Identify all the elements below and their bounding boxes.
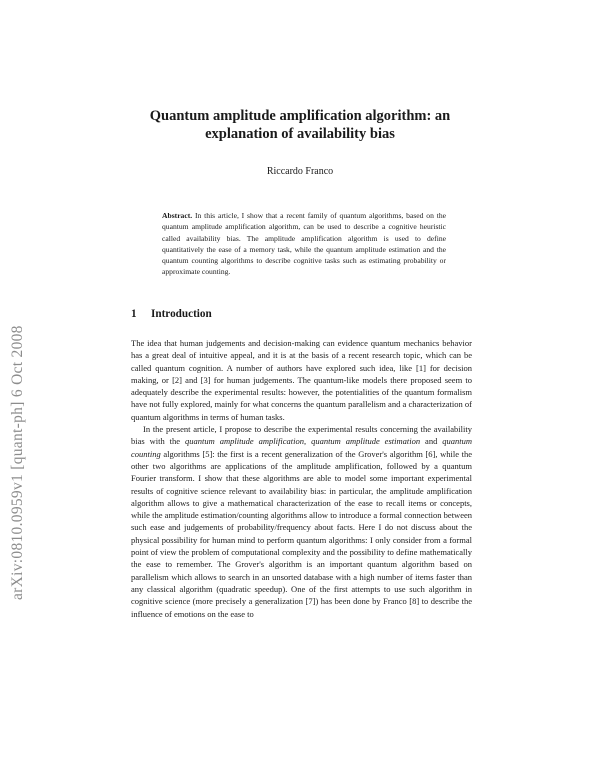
title-line-2: explanation of availability bias <box>205 126 395 142</box>
paragraph-2-text-a: In the present article, I propose to describe the experimental results concerning the availability bias with the <box>131 424 472 447</box>
section-number: 1 <box>131 308 137 320</box>
paragraph-2-emphasis-3: quantum counting <box>131 436 473 459</box>
abstract-block <box>162 210 446 278</box>
paragraph-2-emphasis-2: quantum amplitude estimation <box>311 436 421 447</box>
title-line-1: Quantum amplitude amplification algorithm: an <box>149 108 451 124</box>
arxiv-identifier: arXiv:0810.0959v1 [quant-ph] 6 Oct 2008 <box>9 325 26 600</box>
abstract-label: Abstract. <box>162 211 193 220</box>
paper-title <box>120 107 480 143</box>
abstract-text: In this article, I show that a recent family of quantum algorithms, based on the quantum amplitude amplification algorithm, can be used to describe a cognitive heuristic called availability bias. The amplitude amplification algorithm is used to define quantitatively the ease of a memory task, while the quantum amplitude estimation and the quantum counting algorithms to describe cognitive tasks such as estimating probability or approximate counting. <box>162 211 446 277</box>
author-name: Riccardo Franco <box>266 166 334 177</box>
section-heading <box>131 308 471 320</box>
paragraph-2-text-b: , <box>303 436 312 447</box>
body-text <box>131 337 472 620</box>
section-title: Introduction <box>151 308 212 320</box>
paragraph-1: The idea that human judgements and decision-making can evidence quantum mechanics behavior has a great deal of intuitive appeal, and it is at the basis of a recent research topic, which can be called quantum cognition. A number of authors have explored such idea, like [1] for decision making, or [2] and [3] for human judgements. The quantum-like models there proposed seem to adequately describe the experimental results: however, the potentialities of the quantum formalism have not fully explored, mainly for what concerns the quantum parallelism and a characterization of quantum algorithms in terms of human tasks. <box>131 338 472 422</box>
paragraph-2-text-c: and <box>420 436 443 447</box>
paragraph-2 <box>131 423 472 620</box>
paragraph-2-emphasis-1: quantum amplitude amplification <box>185 436 304 447</box>
paragraph-2-text-d: algorithms [5]: the first is a recent generalization of the Grover's algorithm [6], while the other two algorithms are applications of the amplitude amplification, followed by a quantum Fourier transform. I show that these algorithms are able to model some important experimental results of cognitive science relevant to availability bias: in particular, the amplitude amplification algorithm allows to give a mathematical characterization of the ease to recall items or concepts, while the amplitude estimation/counting algorithms allow to introduce a formal connection between such ease and judgements of probability/frequency about facts. Here I do not discuss about the physical possibility for human mind to perform quantum algorithms: I only consider from a formal point of view the problem of computational complexity and the possibility to define mathematically the ease to remember. The Grover's algorithm is an important quantum algorithm based on parallelism which allows to search in an unsorted database with a high number of items faster than any classical algorithm (quadratic speedup). One of the first attempts to use such algorithm in cognitive science (more precisely a generalization [7]) has been done by Franco [8] to describe the influence of emotions on the ease to <box>131 448 472 619</box>
